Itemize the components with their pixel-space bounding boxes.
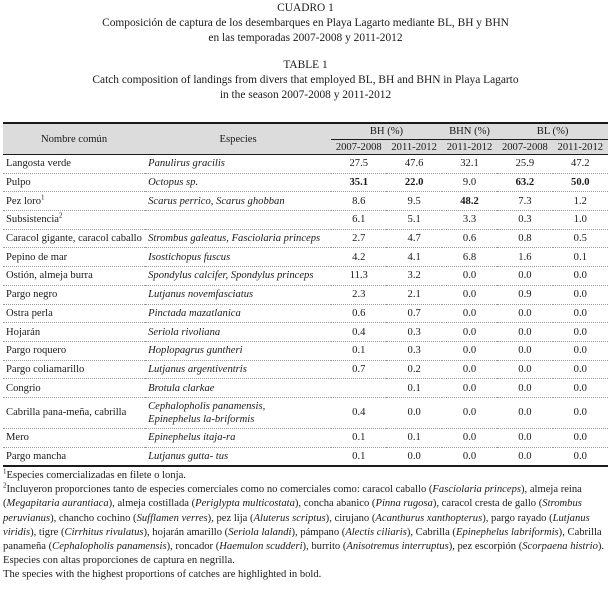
- table-row: [3, 285, 608, 304]
- common-name-text: Pargo coliamarillo: [6, 363, 85, 375]
- footnote-text: ), pez escorpión (: [448, 541, 523, 553]
- common-name-text: Pargo negro: [6, 289, 58, 301]
- cell-value: 0.3: [407, 326, 421, 338]
- cell-common-name: [3, 323, 145, 342]
- header-year: 2011-2012: [442, 140, 497, 155]
- common-name-text: Ostión, almeja burra: [6, 270, 93, 282]
- cell-value: 0.0: [407, 407, 421, 419]
- cell-common-name: [3, 192, 145, 211]
- footnote-text: ), caracol cresta de gallo (: [432, 498, 543, 510]
- species-italic: Aluterus scriptus: [253, 512, 326, 524]
- cell-species: [145, 173, 331, 192]
- header-year: 2011-2012: [386, 140, 441, 155]
- cell-value: 2.1: [407, 289, 421, 301]
- cell-value: 0.3: [407, 345, 421, 357]
- cell-value: 0.0: [573, 382, 587, 394]
- species-name: Pinctada mazatlanica: [148, 307, 241, 319]
- footnote-text: ), concha abanico (: [294, 498, 376, 510]
- cell-common-name: [3, 229, 145, 248]
- cell-value: 0.0: [462, 307, 477, 319]
- species-italic: Lutjanus viridis: [3, 512, 590, 538]
- table-row: [3, 428, 608, 447]
- cell-value: 5.1: [407, 214, 421, 226]
- cell-value: 7.3: [518, 195, 532, 207]
- cell-common-name: [3, 428, 145, 447]
- cell-value: 32.1: [460, 158, 479, 170]
- cell-value: 3.2: [407, 270, 421, 282]
- header-group-bhn: BHN (%): [442, 123, 497, 140]
- species-name: Strombus galeatus, Fasciolaria princeps: [148, 233, 321, 245]
- species-name: Spondylus calcifer, Spondylus princeps: [148, 270, 314, 282]
- footnote-text: ), almeja reina (: [3, 484, 582, 510]
- cell-value: 0.0: [573, 326, 587, 338]
- table-row: [3, 360, 608, 379]
- table-row: [3, 173, 608, 192]
- species-name: Lutjanus novemfasciatus: [148, 289, 254, 301]
- cell-species: [145, 229, 331, 248]
- cuadro-title-line1: Composición de captura de los desembarques en Playa Lagarto mediante BL, BH y BHN: [102, 17, 509, 29]
- species-italic: Acanthurus xanthopterus: [375, 512, 483, 524]
- common-name-text: Langosta verde: [6, 158, 72, 170]
- table-header-row-groups: [3, 123, 608, 140]
- cell-species: [145, 397, 331, 428]
- species-italic: Cephalopholis panamensis: [52, 541, 167, 553]
- cell-value: 0.0: [462, 382, 477, 394]
- footnote-text: Incluyeron proporciones tanto de especies comerciales como no comerciales como: caracol caballo (: [6, 484, 433, 496]
- cell-value: 0.0: [462, 432, 477, 444]
- common-name-text: Caracol gigante, caracol caballo: [6, 233, 142, 245]
- cell-value: 4.1: [407, 251, 421, 263]
- cell-value: 48.2: [460, 195, 479, 207]
- cell-value: 8.6: [352, 195, 366, 207]
- footnote-text: ), roncador (: [166, 541, 220, 553]
- cell-species: [145, 447, 331, 466]
- common-name-text: Pargo roquero: [6, 345, 67, 357]
- cell-species: [145, 428, 331, 447]
- header-group-bh: BH (%): [331, 123, 442, 140]
- cell-common-name: [3, 360, 145, 379]
- cell-value: 0.1: [352, 345, 366, 357]
- cell-value: [331, 379, 386, 398]
- cell-common-name: [3, 155, 145, 174]
- cell-species: [145, 248, 331, 267]
- cell-species: [145, 323, 331, 342]
- common-name-text: Congrio: [6, 382, 41, 394]
- cell-value: 2.3: [352, 289, 366, 301]
- cell-value: 0.0: [518, 363, 532, 375]
- cell-common-name: [3, 285, 145, 304]
- species-italic: Strombus peruvianus: [3, 498, 582, 524]
- species-italic: Pinna rugosa: [375, 498, 433, 510]
- header-year: 2011-2012: [553, 140, 608, 155]
- cell-value: 50.0: [571, 177, 590, 189]
- species-italic: Scorpaena histrio: [522, 541, 598, 553]
- table-label: TABLE 1: [283, 59, 328, 71]
- cell-value: 0.0: [518, 270, 532, 282]
- cell-value: 63.2: [515, 177, 535, 189]
- cell-species: [145, 285, 331, 304]
- cell-value: 0.4: [352, 326, 366, 338]
- title-block: [0, 0, 611, 103]
- common-name-text: Subsistencia: [6, 214, 59, 226]
- common-name-text: Pepino de mar: [6, 251, 68, 263]
- cell-value: 1.0: [573, 214, 587, 226]
- footnote-text: Especies comercializadas en filete o lonja.: [6, 470, 186, 481]
- cell-value: 22.0: [404, 177, 424, 189]
- cell-value: 0.0: [573, 307, 587, 319]
- cell-value: 0.0: [518, 432, 532, 444]
- species-italic: Alectis ciliaris: [345, 526, 407, 538]
- table-body: [3, 155, 608, 467]
- cell-value: 0.0: [518, 307, 532, 319]
- species-name: Isostichopus fuscus: [148, 251, 231, 263]
- header-year: 2007-2008: [331, 140, 386, 155]
- table-row: [3, 192, 608, 211]
- footnote-2: [3, 483, 608, 554]
- cell-species: [145, 360, 331, 379]
- footnote-text: ), Cabrilla panameña (: [3, 526, 602, 553]
- cell-value: 6.1: [352, 214, 366, 226]
- cell-value: 0.0: [518, 326, 532, 338]
- cell-value: 0.0: [462, 270, 477, 282]
- species-italic: Haemulon scudderi: [219, 541, 303, 553]
- footnote-text: ), cirujano (: [325, 512, 376, 524]
- common-name-text: Mero: [6, 432, 29, 444]
- species-name: Cephalopholis panamensis,: [148, 400, 266, 412]
- species-italic: Sufflamen verres: [136, 512, 208, 524]
- table-row: [3, 267, 608, 286]
- species-name: Seriola rivoliana: [148, 326, 221, 338]
- cell-value: 47.6: [404, 158, 424, 170]
- cell-value: 0.0: [573, 270, 587, 282]
- cell-value: 0.0: [407, 450, 421, 462]
- table-title-line1: Catch composition of landings from divers that employed BL, BH and BHN in Playa Lagarto: [92, 74, 519, 86]
- footnote-marker: 1: [41, 193, 45, 202]
- cell-value: 3.3: [462, 214, 477, 226]
- footnote-text: ).: [597, 541, 605, 553]
- footnote-marker: 1: [3, 467, 7, 476]
- footnote-text: ), tigre (: [30, 526, 65, 538]
- cell-common-name: [3, 304, 145, 323]
- cell-species: [145, 155, 331, 174]
- table-row: [3, 397, 608, 428]
- footnote-text: ), hojarán amarillo (: [143, 526, 229, 538]
- table-title-line2: in the season 2007-2008 y 2011-2012: [219, 89, 392, 101]
- cell-value: 0.3: [518, 214, 532, 226]
- cell-value: 0.7: [352, 363, 366, 375]
- footnote-bold-es: Especies con altas proporciones de captura en negrilla.: [3, 555, 235, 567]
- cell-value: 0.0: [573, 363, 587, 375]
- species-italic: Seriola lalandi: [228, 526, 292, 538]
- cell-value: 0.9: [518, 289, 532, 301]
- species-italic: Periglypta multicostata: [195, 498, 295, 510]
- cell-value: 0.0: [573, 432, 587, 444]
- species-name: Scarus perrico, Scarus ghobban: [148, 195, 285, 207]
- cell-value: 9.0: [462, 177, 477, 189]
- table-row: [3, 304, 608, 323]
- cell-value: 0.7: [407, 307, 421, 319]
- cell-value: 0.2: [407, 363, 421, 375]
- species-name: Panulirus gracilis: [148, 158, 225, 170]
- common-name-text: Pargo mancha: [6, 450, 67, 462]
- common-name-text: Pez loro: [6, 195, 42, 207]
- cell-species: [145, 267, 331, 286]
- common-name-text: Pulpo: [6, 177, 31, 189]
- cell-value: 0.0: [573, 407, 587, 419]
- cell-value: 0.0: [518, 345, 532, 357]
- cell-species: [145, 211, 331, 230]
- cell-value: 0.0: [573, 450, 587, 462]
- cell-value: 0.0: [573, 289, 587, 301]
- cell-value: 4.7: [407, 233, 421, 245]
- common-name-text: Hojarán: [6, 326, 41, 338]
- cell-common-name: [3, 267, 145, 286]
- cell-value: 0.0: [518, 382, 532, 394]
- table-row: [3, 211, 608, 230]
- cell-species: [145, 379, 331, 398]
- cell-value: 11.3: [349, 270, 368, 282]
- table-row: [3, 323, 608, 342]
- cell-value: 27.5: [349, 158, 369, 170]
- cell-common-name: [3, 341, 145, 360]
- common-name-text: Cabrilla pana-meña, cabrilla: [6, 407, 127, 419]
- cell-common-name: [3, 447, 145, 466]
- cell-value: 0.6: [352, 307, 366, 319]
- cell-value: 1.2: [573, 195, 587, 207]
- cell-common-name: [3, 248, 145, 267]
- cell-value: 0.1: [352, 450, 366, 462]
- footnote-bold-en: The species with the highest proportions of catches are highlighted in bold.: [3, 569, 322, 581]
- cell-value: 6.8: [462, 251, 477, 263]
- cell-value: 25.9: [515, 158, 535, 170]
- footnote-text: ), Cabrilla (: [406, 526, 456, 538]
- species-name: Brotula clarkae: [148, 382, 215, 394]
- cell-value: 4.2: [352, 251, 366, 263]
- cell-common-name: [3, 211, 145, 230]
- footnote-text: ), almeja costillada (: [108, 498, 196, 510]
- table-row: [3, 341, 608, 360]
- common-name-text: Ostra perla: [6, 307, 53, 319]
- cell-common-name: [3, 379, 145, 398]
- cell-value: 1.6: [518, 251, 532, 263]
- header-year: 2007-2008: [497, 140, 552, 155]
- species-name: Lutjanus argentiventris: [148, 363, 247, 375]
- cell-value: 9.5: [407, 195, 421, 207]
- species-name: Epinephelus la-briformis: [148, 413, 255, 425]
- species-name: Octopus sp.: [148, 177, 199, 189]
- footnote-text: ), chancho cochino (: [50, 512, 137, 524]
- cell-value: 0.0: [462, 450, 477, 462]
- cell-species: [145, 304, 331, 323]
- species-italic: Megapitaria aurantiaca: [6, 498, 109, 510]
- species-name: Hoplopagrus guntheri: [148, 345, 243, 357]
- species-italic: Cirrhitus rivulatus: [64, 526, 144, 538]
- species-italic: Epinephelus labriformis: [455, 526, 559, 538]
- footnote-text: ), pámpano (: [291, 526, 346, 538]
- footnote-marker: 2: [58, 211, 63, 220]
- cell-value: 0.1: [352, 432, 366, 444]
- cell-value: 2.7: [352, 233, 366, 245]
- cell-value: 0.4: [352, 407, 366, 419]
- cell-value: 0.0: [462, 363, 477, 375]
- catch-composition-table: [3, 122, 608, 467]
- cell-species: [145, 341, 331, 360]
- species-name: Lutjanus gutta- tus: [148, 450, 229, 462]
- header-group-bl: BL (%): [497, 123, 608, 140]
- table-row: [3, 155, 608, 174]
- cell-common-name: [3, 173, 145, 192]
- species-italic: Fasciolaria princeps: [432, 484, 521, 496]
- footnote-1: [3, 469, 608, 483]
- cell-value: 0.0: [462, 326, 477, 338]
- cell-value: 47.2: [571, 158, 590, 170]
- species-italic: Anisotremus interruptus: [346, 541, 449, 553]
- cell-value: 0.1: [573, 251, 587, 263]
- cell-value: 0.0: [573, 345, 587, 357]
- footnote-text: ), pez lija (: [207, 512, 254, 524]
- cell-value: 35.1: [349, 177, 369, 189]
- cell-value: 0.1: [407, 382, 421, 394]
- cell-value: 0.0: [462, 289, 477, 301]
- footnote-marker: 2: [3, 481, 7, 490]
- header-common-name: Nombre común: [3, 123, 145, 155]
- cell-species: [145, 192, 331, 211]
- species-name: Epinephelus itaja-ra: [148, 432, 236, 444]
- table-row: [3, 229, 608, 248]
- header-species: Especies: [145, 123, 331, 155]
- cell-value: 0.0: [518, 407, 532, 419]
- footnote-text: ), pargo rayado (: [482, 512, 553, 524]
- table-row: [3, 379, 608, 398]
- cell-value: 0.5: [573, 233, 587, 245]
- table-row: [3, 248, 608, 267]
- cuadro-label: CUADRO 1: [277, 2, 334, 14]
- footnote-text: ), burrito (: [302, 541, 347, 553]
- cell-value: 0.8: [518, 233, 532, 245]
- cell-value: 0.0: [518, 450, 532, 462]
- footnotes: [3, 469, 608, 583]
- cell-value: 0.0: [462, 407, 477, 419]
- cell-common-name: [3, 397, 145, 428]
- cuadro-title-line2: en las temporadas 2007-2008 y 2011-2012: [208, 32, 403, 44]
- cell-value: 0.6: [462, 233, 477, 245]
- cell-value: 0.0: [462, 345, 477, 357]
- table-row: [3, 447, 608, 466]
- cell-value: 0.1: [407, 432, 421, 444]
